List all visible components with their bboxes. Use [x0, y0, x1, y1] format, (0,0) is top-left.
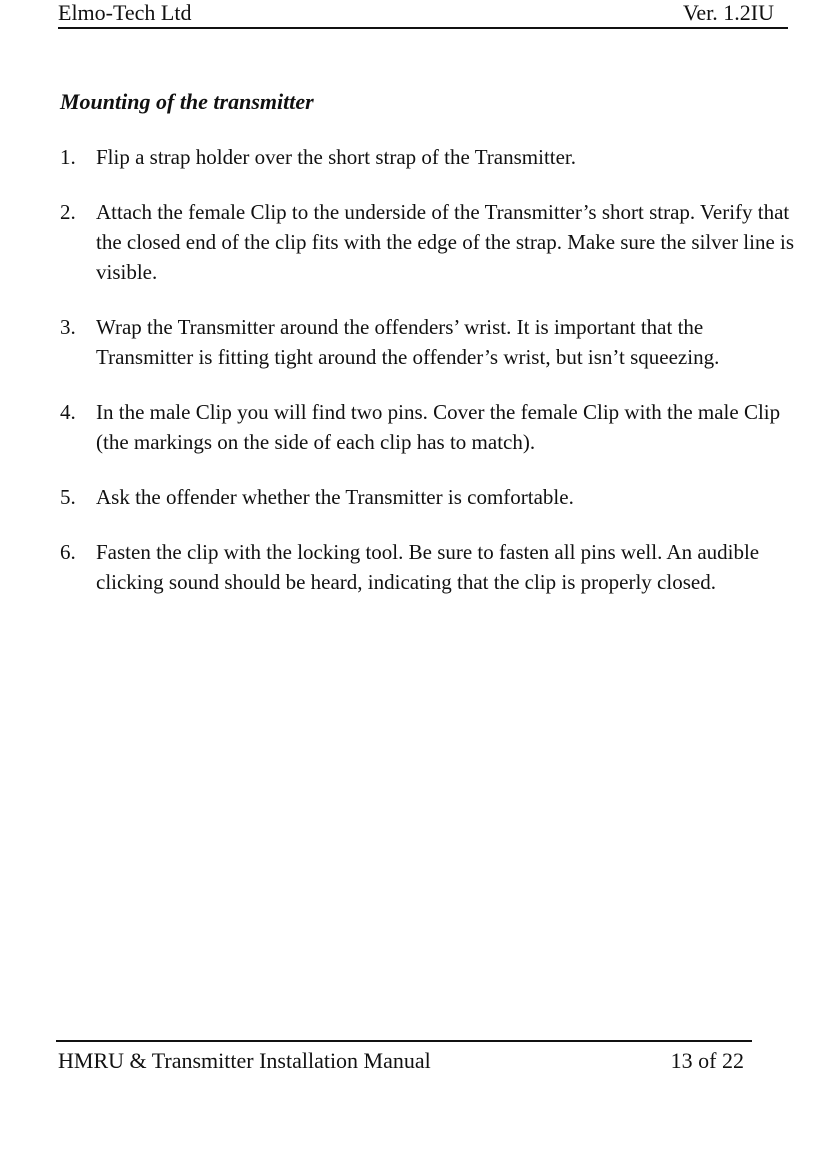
- step-number: 2.: [60, 200, 76, 224]
- step-number: 3.: [60, 315, 76, 339]
- page-footer: [56, 1040, 752, 1073]
- step-item: [60, 537, 800, 597]
- step-text: Flip a strap holder over the short strap of the Transmitter.: [96, 145, 577, 169]
- step-item: [60, 142, 800, 172]
- step-number: 4.: [60, 400, 76, 424]
- page-header: [58, 0, 788, 29]
- step-text: Wrap the Transmitter around the offenders’ wrist. It is important that the Transmitter is fitting tight around the offender’s wrist, but isn’t squeezing.: [96, 315, 720, 369]
- step-item: [60, 197, 800, 287]
- section-title: Mounting of the transmitter: [60, 89, 314, 114]
- document-version: Ver. 1.2IU: [682, 0, 774, 25]
- instruction-steps: [60, 142, 800, 622]
- step-text: Fasten the clip with the locking tool. Be sure to fasten all pins well. An audible clicking sound should be heard, indicating that the clip is properly closed.: [96, 540, 760, 594]
- step-number: 1.: [60, 145, 76, 169]
- step-item: [60, 397, 800, 457]
- step-item: [60, 482, 800, 512]
- manual-title: HMRU & Transmitter Installation Manual: [58, 1048, 431, 1073]
- company-name: Elmo-Tech Ltd: [58, 0, 192, 25]
- step-item: [60, 312, 800, 372]
- step-number: 6.: [60, 540, 76, 564]
- step-text: In the male Clip you will find two pins. Cover the female Clip with the male Clip (the markings on the side of each clip has to match).: [96, 400, 781, 454]
- step-number: 5.: [60, 485, 76, 509]
- step-text: Attach the female Clip to the underside of the Transmitter’s short strap. Verify that the closed end of the clip fits with the edge of the strap. Make sure the silver line is visible.: [96, 200, 795, 284]
- page-number: 13 of 22: [670, 1048, 744, 1073]
- step-text: Ask the offender whether the Transmitter is comfortable.: [96, 485, 574, 509]
